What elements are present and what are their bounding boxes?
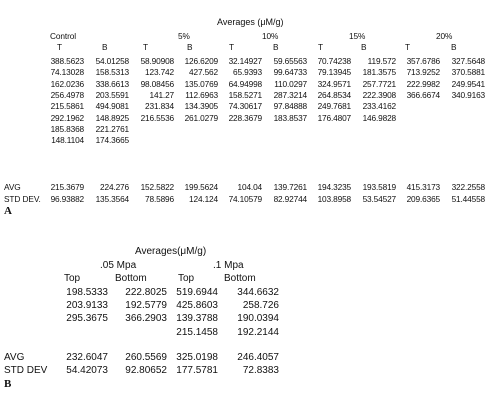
table-a-cell: 59.65563 xyxy=(273,56,307,66)
table-b-cell: 295.3675 xyxy=(66,313,108,325)
table-b-cell: 190.0394 xyxy=(237,313,279,325)
table-a-cell: 427.562 xyxy=(189,67,218,78)
table-a-cell: 74.30617 xyxy=(228,101,262,112)
table-a-cell: 134.3905 xyxy=(184,101,218,112)
table-a-cell: 257.7721 xyxy=(362,78,396,89)
table-a-avg-cell: 199.5624 xyxy=(184,182,218,192)
table-a-avg-cell: 215.3679 xyxy=(50,182,84,192)
table-a-cell: 216.5536 xyxy=(140,112,174,123)
table-b-subheader: Top xyxy=(64,273,81,284)
table-b-cell: 366.2903 xyxy=(125,313,167,325)
table-b-title: Averages(μM/g) xyxy=(135,246,207,257)
table-a-cell: 327.5648 xyxy=(451,56,485,66)
table-a-cell: 388.5623 xyxy=(50,56,84,66)
table-b-cell: 215.1458 xyxy=(176,326,218,338)
table-b-avg-cell: 232.6047 xyxy=(66,352,108,363)
table-b-cell: 198.5333 xyxy=(66,287,108,298)
table-a-cell: 338.6613 xyxy=(95,78,129,89)
table-b-avg-cell: 246.4057 xyxy=(237,352,279,363)
table-a-subheader: T xyxy=(57,42,62,52)
table-a-cell: 249.7681 xyxy=(317,101,351,112)
table-a-cell: 222.9982 xyxy=(406,78,440,89)
table-a-std-cell: 78.5896 xyxy=(145,194,174,204)
table-a-cell: 119.572 xyxy=(367,56,396,66)
table-a-avg-cell: 224.276 xyxy=(100,182,129,192)
table-a-std-cell: 135.3564 xyxy=(95,194,129,204)
table-a-cell: 99.64733 xyxy=(273,67,307,78)
table-a-subheader: T xyxy=(318,42,323,52)
table-a-std-label: STD DEV. xyxy=(4,194,41,204)
table-a-avg-cell: 139.7261 xyxy=(273,182,307,192)
table-a-cell: 126.6209 xyxy=(184,56,218,66)
table-a-cell: 148.1104 xyxy=(51,135,84,146)
table-b-std-cell: 92.80652 xyxy=(125,365,167,376)
table-a-cell: 287.3214 xyxy=(273,89,307,100)
table-a-subheader: B xyxy=(187,42,193,52)
table-a-cell: 494.9081 xyxy=(95,101,129,112)
table-b-std-cell: 177.5781 xyxy=(176,365,218,376)
group-header-05mpa: .05 Mpa xyxy=(100,260,137,271)
table-a-cell: 54.01258 xyxy=(95,56,129,66)
table-a-avg-label: AVG xyxy=(4,182,21,192)
table-a-std-cell: 96.93882 xyxy=(50,194,84,204)
table-b-subheader: Bottom xyxy=(115,273,147,284)
table-a-cell: 713.9252 xyxy=(406,67,440,78)
table-a-cell: 174.3665 xyxy=(95,135,129,146)
table-a-std-cell: 51.44558 xyxy=(451,194,485,204)
group-header-control: Control xyxy=(50,31,77,41)
table-a-cell: 97.84888 xyxy=(273,101,307,112)
table-a-std-cell: 53.54527 xyxy=(362,194,396,204)
table-a-cell: 357.6786 xyxy=(406,56,440,66)
group-header-10pct: 10% xyxy=(262,31,279,41)
table-a-cell: 185.8368 xyxy=(50,123,84,134)
table-a-cell: 249.9541 xyxy=(451,78,485,89)
group-header-1mpa: .1 Mpa xyxy=(213,260,244,271)
table-a-cell: 158.5271 xyxy=(228,89,262,100)
table-a-cell: 112.6963 xyxy=(185,89,218,100)
table-a-cell: 70.74238 xyxy=(317,56,351,66)
table-b-cell: 344.6632 xyxy=(237,287,279,298)
table-b-subheader: Top xyxy=(178,273,195,284)
table-b-avg-label: AVG xyxy=(4,352,25,363)
table-a-cell: 256.4978 xyxy=(50,89,84,100)
table-a-cell: 366.6674 xyxy=(406,89,440,100)
table-a-avg-cell: 194.3235 xyxy=(317,182,351,192)
table-b-cell: 192.5779 xyxy=(125,300,167,312)
table-b-cell: 192.2144 xyxy=(237,326,279,338)
table-a-avg-cell: 193.5819 xyxy=(362,182,396,192)
group-header-20pct: 20% xyxy=(436,31,453,41)
table-b-cell: 222.8025 xyxy=(125,287,167,298)
table-a-subheader: T xyxy=(143,42,148,52)
table-a-cell: 264.8534 xyxy=(317,89,351,100)
table-a-cell: 183.8537 xyxy=(273,112,307,123)
table-a-cell: 135.0769 xyxy=(184,78,218,89)
table-a-cell: 221.2761 xyxy=(95,123,129,134)
table-b-cell: 519.6944 xyxy=(176,287,218,298)
table-a-cell: 58.90908 xyxy=(140,56,174,66)
table-a-avg-cell: 415.3173 xyxy=(406,182,440,192)
table-a-subheader: B xyxy=(451,42,457,52)
table-a-cell: 32.14927 xyxy=(228,56,262,66)
group-header-5pct: 5% xyxy=(178,31,190,41)
table-a-cell: 181.3575 xyxy=(362,67,396,78)
table-a-subheader: B xyxy=(273,42,279,52)
table-a-cell: 79.13945 xyxy=(317,67,351,78)
table-a-cell: 158.5313 xyxy=(95,67,129,78)
table-a-cell: 370.5881 xyxy=(451,67,485,78)
table-a-avg-cell: 152.5822 xyxy=(140,182,174,192)
table-a-avg-cell: 322.2558 xyxy=(451,182,485,192)
table-a-std-cell: 82.92744 xyxy=(273,194,307,204)
table-a-cell: 162.0236 xyxy=(50,78,84,89)
table-a-cell: 222.3908 xyxy=(362,89,396,100)
table-a-cell: 98.08456 xyxy=(140,78,174,89)
table-a-std-cell: 124.124 xyxy=(189,194,218,204)
table-a-std-cell: 209.6365 xyxy=(406,194,440,204)
table-a-cell: 110.0297 xyxy=(274,78,307,89)
table-a-subheader: B xyxy=(361,42,367,52)
table-b-std-cell: 54.42073 xyxy=(66,365,108,376)
table-a-cell: 176.4807 xyxy=(317,112,351,123)
table-b-cell: 425.8603 xyxy=(176,300,218,312)
table-a-cell: 231.834 xyxy=(145,101,174,112)
table-b-std-cell: 72.8383 xyxy=(242,365,279,376)
table-a-cell: 203.5591 xyxy=(95,89,129,100)
table-a-cell: 292.1962 xyxy=(50,112,84,123)
section-label-b: B xyxy=(4,378,12,390)
table-a-cell: 141.27 xyxy=(149,89,174,100)
table-b-cell: 139.3788 xyxy=(176,313,218,325)
table-b-std-label: STD DEV xyxy=(4,365,48,376)
table-a-subheader: B xyxy=(102,42,108,52)
table-a-cell: 261.0279 xyxy=(184,112,218,123)
table-a-cell: 340.9163 xyxy=(451,89,485,100)
table-a-cell: 324.9571 xyxy=(317,78,351,89)
table-b-avg-cell: 325.0198 xyxy=(176,352,218,363)
section-label-a: A xyxy=(4,205,12,217)
table-a-cell: 65.9393 xyxy=(233,67,262,78)
table-b-avg-cell: 260.5569 xyxy=(125,352,167,363)
table-b-subheader: Bottom xyxy=(224,273,256,284)
table-a-cell: 228.3679 xyxy=(228,112,262,123)
table-b-cell: 258.726 xyxy=(242,300,279,312)
table-a-avg-cell: 104.04 xyxy=(237,182,262,192)
table-a-std-cell: 74.10579 xyxy=(228,194,262,204)
table-a-title: Averages (μM/g) xyxy=(217,17,284,27)
table-a-cell: 146.9828 xyxy=(362,112,396,123)
table-a-std-cell: 103.8958 xyxy=(317,194,351,204)
table-a-cell: 215.5861 xyxy=(50,101,84,112)
table-a-cell: 148.8925 xyxy=(95,112,129,123)
table-a-subheader: T xyxy=(229,42,234,52)
table-a-subheader: T xyxy=(405,42,410,52)
table-b-cell: 203.9133 xyxy=(66,300,108,312)
table-a-cell: 74.13028 xyxy=(50,67,84,78)
table-a-cell: 64.94998 xyxy=(228,78,262,89)
table-a-cell: 123.742 xyxy=(145,67,174,78)
group-header-15pct: 15% xyxy=(349,31,366,41)
table-a-cell: 233.4162 xyxy=(362,101,396,112)
